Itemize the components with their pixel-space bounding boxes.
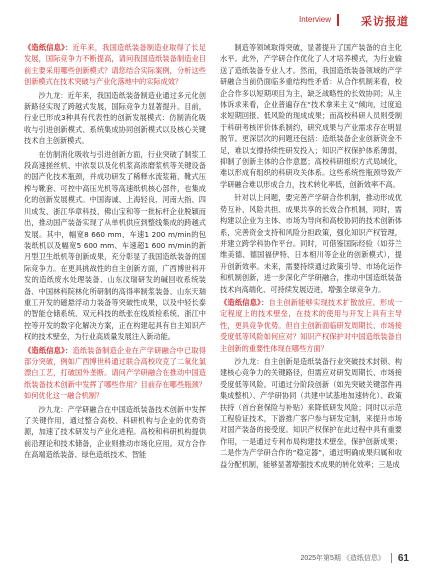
interview-question — [220, 297, 402, 354]
answer-paragraph: 在仿制消化吸收与引进创新方面，行业突破了制浆工段高速搓丝机、中浓泵以及化机浆高浓磨浆机等关键设备的国产化技术瓶颈，并成功研发了稀释水流浆箱、靴式压榨与靴套、可控中高压光机等高速纸机核心部件，也集成化的创新发展模式。中国海诚、上海轻良、河南大指、四川成发、浙江华章科技、佛山宝和等一批标杆企业脱颖而出，推动国产装备实现了从单机供应到整线集成的跨越式发展。其中，幅宽8 660 mm、车速1 200 m/min的包装纸机以及幅宽5 600 mm、车速超1 600 m/min的新月型卫生纸机等创新成果，充分彰显了我国造纸装备的国际竞争力。在更具挑战性的自主创新方面，广西博世科开发的造纸废水处理装备、山东汶瑞研发的碱回收系统装备、中国林科院林化所研制的高得率制浆装备、山东天瑞重工开发的磁悬浮动力装备等突破性成果，以及中轻长泰的智能仓储系统、双元科技的纸张在线质检系统、浙江中控等开发的数字化解决方案，正在构建起具有自主知识产权的技术壁垒，为行业高质量发展注入新动能。 — [24, 149, 206, 342]
answer-paragraph: 沙九龙：产学研融合在中国造纸装备技术创新中发挥了关键作用，通过整合高校、科研机构与企业的优势资源，加速了技术研发与产业化进程。高校和科研机构提供前沿理论和技术储备，企业则推动市场化应用。双方合作在高端造纸装备、绿色造纸技术、智能 — [24, 404, 206, 460]
page-number: 61 — [397, 552, 409, 564]
question-text: 造纸装备制造企业在产学研融合中已取得部分突破，例如广西博世科通过联合高校攻克了二氧化氯漂白工艺，打破国外垄断。请问产学研融合在推动中国造纸装备技术创新中发挥了哪些作用？目前存在哪些瓶颈？如何优化这一融合机制？ — [24, 345, 206, 401]
question-text: 自主创新能够实现技术扩散放应、形成一定程度上的技术壁垒，在技术的使用与开发上具有主导性，更具竞争优势。但自主创新面临研发周期长、市场接受度低等风险如何应对？知识产权保护对中国造纸装备自主创新的重要性体现在哪些方面？ — [220, 297, 402, 353]
answer-paragraph: 沙九龙：自主创新是造纸装备行业突破技术封锁、构建核心竞争力的关键路径，但需应对研发周期长、市场接受度低等风险。可通过分阶段创新（如先突破关键部件再集成整机）、产学研协同（共建中试基地加速转化）、政策扶持（首台套保险与补贴）来降低研发风险；同时以示范工程验证技术，下游推广客户参与研发定制，来提升市场对国产装备的接受度。知识产权保护在此过程中具有重要作用，一是通过专利布局构建技术壁垒，保护创新成果；二是作为产学研合作的“稳定器”，通过明确成果归属和收益分配机制，能够显著增强技术成果的转化效率；三是成 — [220, 356, 402, 469]
question-tag: 《造纸信息》： — [24, 345, 73, 355]
issue-info: 2025年第5期 《造纸信息》 — [300, 555, 385, 562]
interview-question — [24, 345, 206, 402]
interview-question — [24, 42, 206, 88]
answer-paragraph: 针对以上问题，要完善产学研合作机制，推动形成优势互补、风险共担、成果共享的长效合作机制，同时，需构建以企业为主体、市场为导向和高校协同的技术创新体系，完善资金支持和风险分担政策，强化知识产权管理，并建立跨学科协作平台。同时，可借鉴国际经验（如芬兰维美德、德国福伊特、日本相川等企业的创新模式），提升创新效率。未来，需要持续通过政策引导、市场化运作和机制创新，进一步深化产学研融合，推动中国造纸装备技术向高端化、可持续发展迈进，增强全球竞争力。 — [220, 193, 402, 294]
answer-paragraph: 沙九龙：近年来，我国造纸装备制造业通过多元化创新路径实现了跨越式发展，国际竞争力显著提升。目前，行业已形成3种具有代表性的创新发展模式：仿制消化吸收与引进创新模式、系统集成协同创新模式以及核心关键技术自主创新模式。 — [24, 90, 206, 146]
right-column — [220, 42, 402, 547]
article-body — [24, 42, 402, 547]
section-label: Interview — [298, 15, 331, 24]
footer-divider — [391, 553, 392, 563]
question-text: 近年来，我国造纸装备制造业取得了长足发展，国际竞争力不断提高，请问我国造纸装备制造业目前主要采用哪些创新模式？请您结合实际案例，分析这些创新模式在技术突破与产业化落地中的实际成效？ — [24, 43, 206, 87]
page-footer — [300, 551, 409, 565]
left-column — [24, 42, 206, 547]
header-divider — [337, 14, 339, 26]
page-header — [0, 12, 427, 32]
question-tag: 《造纸信息》： — [24, 43, 73, 52]
answer-paragraph: 制造等领域取得突破，显著提升了国产装备的自主化水平。此外，产学研合作优化了人才培养模式，为行业输送了造纸装备专业人才。然而，我国造纸装备领域的产学研融合当前仍面临多重结构性矛盾：从合作机制来看，校企合作多以短期项目为主，缺乏战略性的长效协同；从主体诉求来看，企业普遍存在“技术拿来主义”倾向，过度追求短期回报、低风险的现成成果；而高校科研人员则受制于科研考核评价体系制约，研究成果与产业需求存在明显脱节。更深层次的问题还包括：造纸装备企业创新资金不足，难以支撑持续性研发投入；知识产权保护体系薄弱，抑制了创新主体的合作意愿；高校科研组织方式局域化，难以形成有组织的科研攻关体系。这些系统性瓶颈导致产学研融合难以形成合力，技术转化率低，创新效率不高。 — [220, 43, 402, 189]
question-tag: 《造纸信息》： — [220, 297, 269, 307]
section-title: 采访报道 — [361, 15, 409, 28]
